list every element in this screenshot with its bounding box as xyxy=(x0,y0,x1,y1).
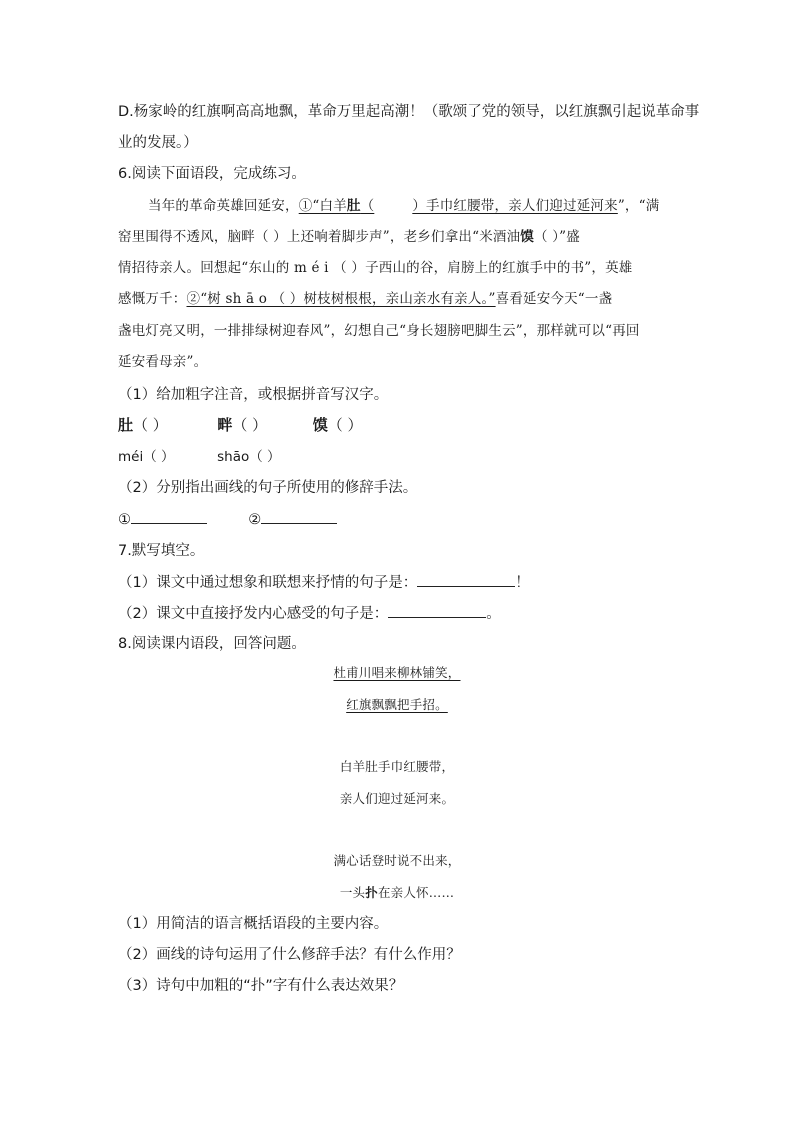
q6-pinyin-row: méi（ ） shāo（ ） xyxy=(118,449,281,465)
q6-passage-line5: 盏电灯亮又明，一排排绿树迎春风”，幻想自己“身长翅膀吧脚生云”，那样就可以“再回 xyxy=(118,323,640,339)
char-pan: 畔 xyxy=(217,416,233,434)
q5-option-d-line1: D.杨家岭的红旗啊高高地飘，革命万里起高潮！（歌颂了党的领导，以红旗飘引起说革命事 xyxy=(118,104,700,120)
q6-passage-text: 当年的革命英雄回延安， xyxy=(148,198,299,214)
q6-sub2: （2）分别指出画线的句子所使用的修辞手法。 xyxy=(118,480,418,496)
char-du: 肚 xyxy=(118,416,134,434)
q7-blank-2[interactable] xyxy=(388,603,486,618)
q8-sub1: （1）用简洁的语言概括语段的主要内容。 xyxy=(118,916,389,932)
pinyin-mei: méi xyxy=(118,449,144,465)
poem-line-3: 白羊肚手巾红腰带， xyxy=(339,759,455,774)
q6-char-row: 肚（ ） 畔（ ） 馍（ ） xyxy=(118,416,363,434)
q7-sub2: （2）课文中直接抒发内心感受的句子是： 。 xyxy=(118,603,501,624)
bold-char-mo: 馍 xyxy=(520,229,534,245)
poem-line-1: 杜甫川唱来柳林铺笑， xyxy=(333,665,461,680)
poem-line-2: 红旗飘飘把手招。 xyxy=(346,697,448,712)
pinyin-shao: shāo xyxy=(217,449,250,465)
q6-passage-line1: 当年的革命英雄回延安，①“白羊肚（ ）手巾红腰带，亲人们迎过延河来”，“满 xyxy=(148,198,660,214)
q8-sub3: （3）诗句中加粗的“扑”字有什么表达效果？ xyxy=(118,978,404,994)
q8-sub2: （2）画线的诗句运用了什么修辞手法？有什么作用？ xyxy=(118,947,461,963)
char-mo: 馍 xyxy=(312,416,328,434)
q6-answer-row: ① ② xyxy=(118,509,337,530)
q6-passage-line4: 感慨万千：②“树 sh ā o （ ）树枝树根根，亲山亲水有亲人。”喜看延安今天“一盏 xyxy=(118,291,613,307)
poem-line-6: 一头扑在亲人怀…… xyxy=(339,885,455,900)
answer-blank-1[interactable] xyxy=(131,509,207,524)
bold-char-pu: 扑 xyxy=(365,885,378,900)
poem-line-5: 满心话登时说不出来， xyxy=(333,853,461,868)
q7-blank-1[interactable] xyxy=(417,572,515,587)
q6-passage-line3: 情招待亲人。回想起“东山的 m é i （ ）子西山的谷，肩膀上的红旗手中的书”，英雄 xyxy=(118,260,633,276)
bold-char-du: 肚 xyxy=(346,198,361,214)
q5-option-d-line2: 业的发展。） xyxy=(118,135,198,151)
q8-title: 8.阅读课内语段，回答问题。 xyxy=(118,636,306,652)
q6-passage-line6: 延安看母亲”。 xyxy=(118,354,208,370)
q6-passage-line2: 窑里围得不透风，脑畔（ ）上还响着脚步声”，老乡们拿出“米酒油馍（ ）”盛 xyxy=(118,229,580,245)
q7-title: 7.默写填空。 xyxy=(118,543,205,559)
underlined-sentence-1: ①“白羊肚（ ）手巾红腰带，亲人们迎过延河来 xyxy=(298,198,618,214)
poem-line-4: 亲人们迎过延河来。 xyxy=(339,791,455,806)
answer-blank-2[interactable] xyxy=(261,509,337,524)
q6-sub1: （1）给加粗字注音，或根据拼音写汉字。 xyxy=(118,387,389,403)
q7-sub1: （1）课文中通过想象和联想来抒情的句子是： ！ xyxy=(118,572,530,593)
q6-title: 6.阅读下面语段，完成练习。 xyxy=(118,166,306,182)
underlined-sentence-2: ②“树 sh ā o （ ）树枝树根根，亲山亲水有亲人。” xyxy=(186,291,496,307)
